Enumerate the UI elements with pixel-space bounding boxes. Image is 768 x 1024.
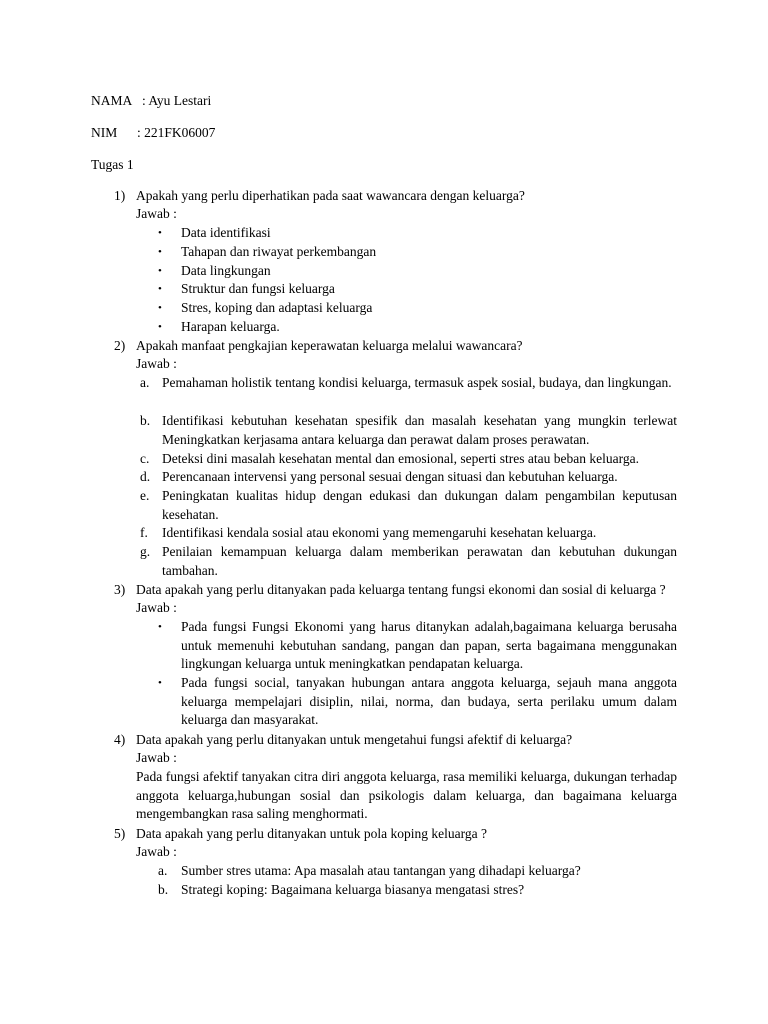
list-letter: b. (140, 413, 151, 428)
list-item: Peningkatan kualitas hidup dengan edukasi dan dukungan dalam pengambilan keputusan kesehatan. (162, 488, 677, 522)
list-item: Strategi koping: Bagaimana keluarga biasanya mengatasi stres? (181, 882, 525, 897)
nim-label: NIM (91, 125, 118, 140)
list-item: Sumber stres utama: Apa masalah atau tantangan yang dihadapi keluarga? (181, 863, 581, 878)
bullet-icon: • (158, 283, 162, 295)
list-item: Harapan keluarga. (181, 319, 280, 334)
answer-label: Jawab : (136, 356, 177, 371)
question-text: Apakah yang perlu diperhatikan pada saat wawancara dengan keluarga? (136, 188, 525, 203)
answer-label: Jawab : (136, 600, 177, 615)
list-item: Identifikasi kendala sosial atau ekonomi yang memengaruhi kesehatan keluarga. (162, 525, 597, 540)
list-letter: d. (140, 469, 151, 484)
bullet-icon: • (158, 227, 162, 239)
question-number: 3) (114, 582, 126, 597)
answer-paragraph: Pada fungsi afektif tanyakan citra diri anggota keluarga, rasa memiliki keluarga, dukungan terhadap anggota keluarga,hubungan sosial dan psikologis dalam keluarga, dan bagaimana keluarga mengembangkan rasa saling menghormati. (136, 769, 677, 822)
list-letter: g. (140, 544, 151, 559)
bullet-icon: • (158, 321, 162, 333)
question-text: Apakah manfaat pengkajian keperawatan keluarga melalui wawancara? (136, 338, 523, 353)
list-item: Struktur dan fungsi keluarga (181, 281, 335, 296)
answer-label: Jawab : (136, 750, 177, 765)
question-text: Data apakah yang perlu ditanyakan untuk pola koping keluarga ? (136, 826, 488, 841)
task-title: Tugas 1 (91, 157, 134, 172)
list-item: Deteksi dini masalah kesehatan mental dan emosional, seperti stres atau beban keluarga. (162, 451, 639, 466)
list-letter: a. (140, 375, 150, 390)
list-letter: a. (158, 863, 168, 878)
answer-label: Jawab : (136, 206, 177, 221)
list-item: Data lingkungan (181, 263, 271, 278)
bullet-icon: • (158, 265, 162, 277)
nama-value: : Ayu Lestari (142, 93, 212, 108)
question-number: 1) (114, 188, 126, 203)
nim-value: : 221FK06007 (137, 125, 216, 140)
question-number: 5) (114, 826, 126, 841)
question-text: Data apakah yang perlu ditanyakan pada keluarga tentang fungsi ekonomi dan sosial di keluarga ? (136, 582, 666, 597)
list-item: Data identifikasi (181, 225, 271, 240)
bullet-icon: • (158, 621, 162, 633)
bullet-icon: • (158, 302, 162, 314)
bullet-icon: • (158, 246, 162, 258)
question-number: 4) (114, 732, 126, 747)
list-letter: f. (140, 525, 148, 540)
list-item: Identifikasi kebutuhan kesehatan spesifik dan masalah kesehatan yang mungkin terlewat Meningkatkan kerjasama antara keluarga dan perawat dalam proses perawatan. (162, 413, 677, 447)
list-item: Pada fungsi Fungsi Ekonomi yang harus ditanykan adalah,bagaimana keluarga berusaha untuk memenuhi kebutuhan sandang, pangan dan papan, serta bagaimana menggunakan lingkungan keluarga untuk meningkatkan pendapatan keluarga. (181, 619, 677, 672)
answer-label: Jawab : (136, 844, 177, 859)
list-item: Perencanaan intervensi yang personal sesuai dengan situasi dan kebutuhan keluarga. (162, 469, 618, 484)
list-letter: b. (158, 882, 169, 897)
list-item: Tahapan dan riwayat perkembangan (181, 244, 377, 259)
list-item: Pada fungsi social, tanyakan hubungan antara anggota keluarga, sejauh mana anggota keluarga mempelajari disiplin, nilai, norma, dan budaya, serta perilaku umum dalam keluarga dan masyarakat. (181, 675, 677, 728)
list-letter: c. (140, 451, 150, 466)
question-number: 2) (114, 338, 126, 353)
list-item: Stres, koping dan adaptasi keluarga (181, 300, 373, 315)
bullet-icon: • (158, 677, 162, 689)
list-item: Penilaian kemampuan keluarga dalam memberikan perawatan dan kebutuhan dukungan tambahan. (162, 544, 677, 578)
question-text: Data apakah yang perlu ditanyakan untuk mengetahui fungsi afektif di keluarga? (136, 732, 573, 747)
list-item: Pemahaman holistik tentang kondisi keluarga, termasuk aspek sosial, budaya, dan lingkungan. (162, 375, 672, 390)
nama-label: NAMA (91, 93, 133, 108)
list-letter: e. (140, 488, 150, 503)
